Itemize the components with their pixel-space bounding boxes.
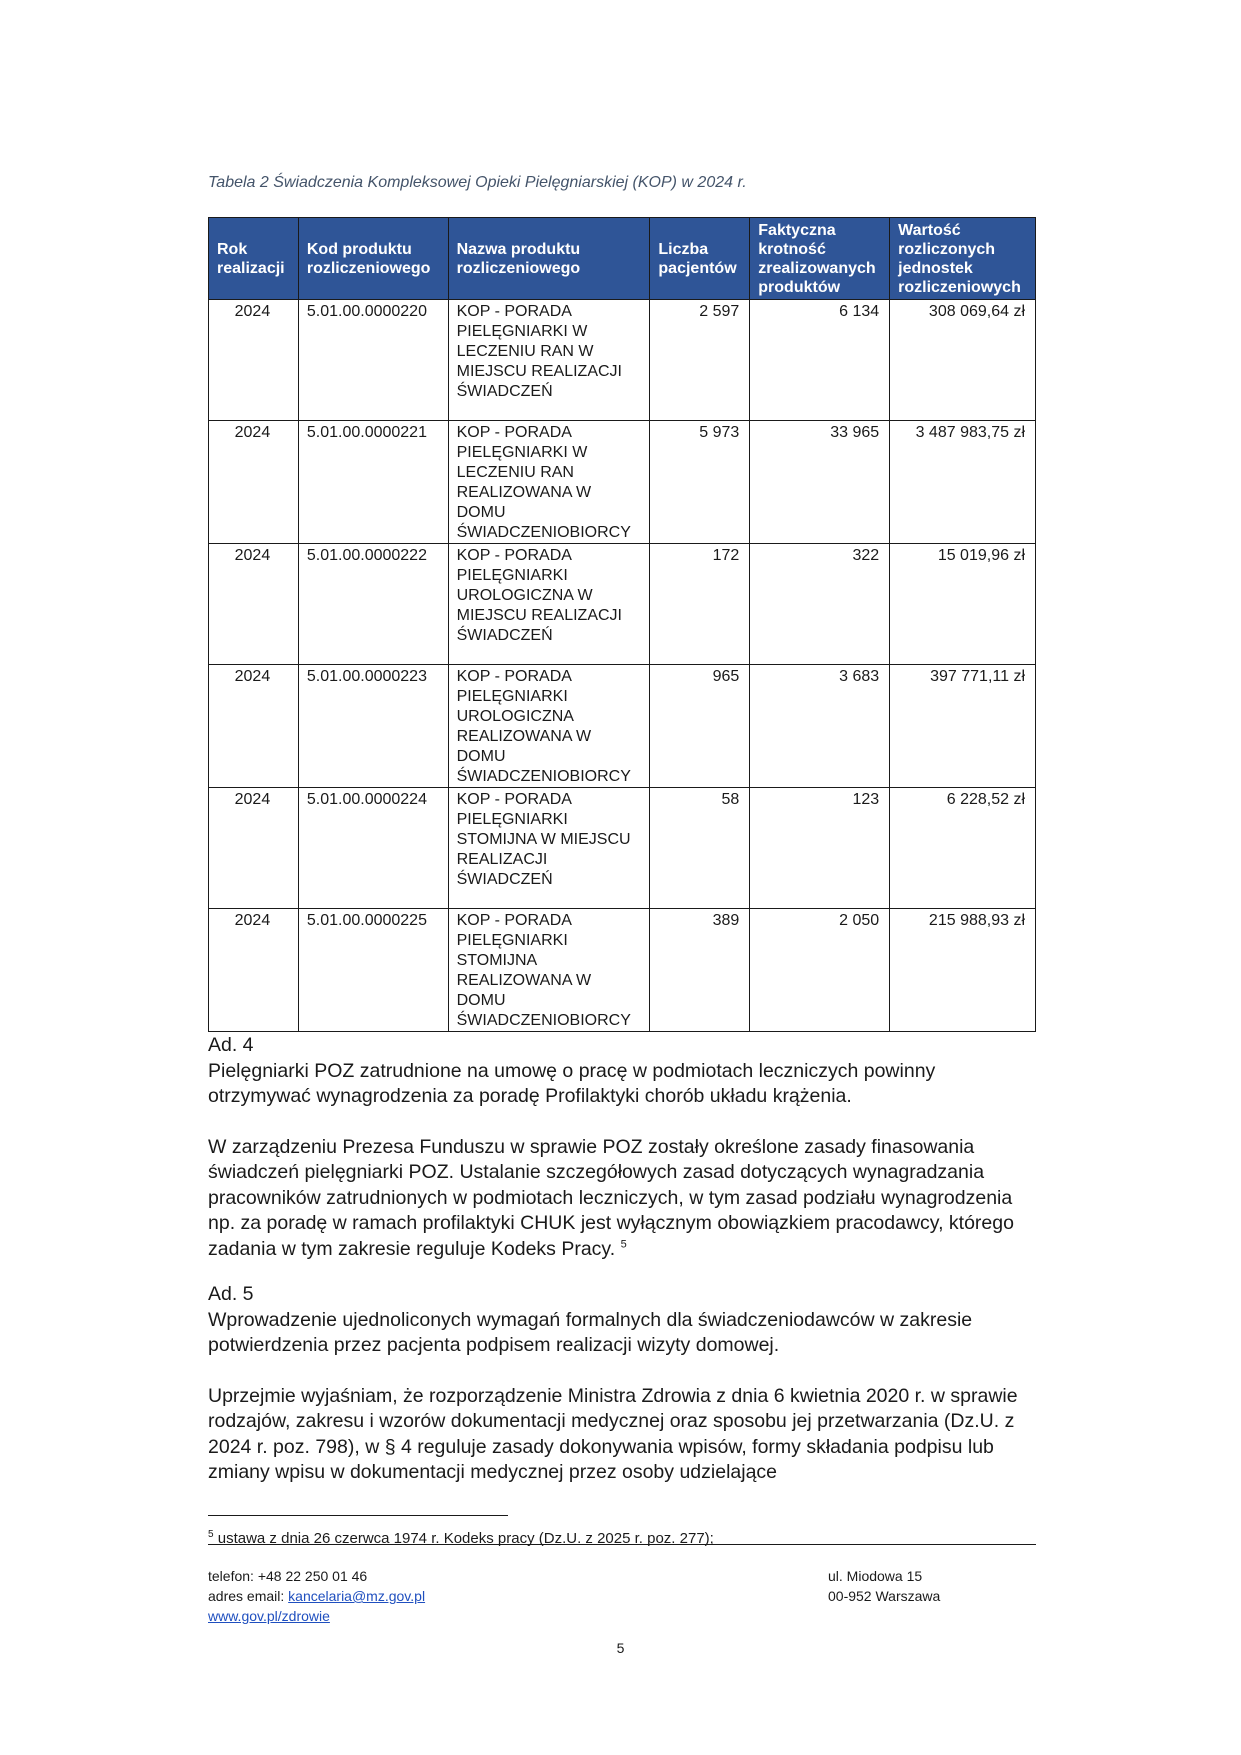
cell-krotnosc: 322 (750, 544, 890, 665)
cell-krotnosc: 33 965 (750, 421, 890, 544)
cell-kod: 5.01.00.0000221 (298, 421, 448, 544)
col-header-krotnosc: Faktyczna krotność zrealizowanych produktów (750, 218, 890, 300)
cell-rok: 2024 (209, 544, 299, 665)
table-row (209, 909, 1036, 1032)
cell-liczba: 5 973 (650, 421, 750, 544)
cell-kod: 5.01.00.0000222 (298, 544, 448, 665)
ad5-paragraph-1: Wprowadzenie ujednoliconych wymagań formalnych dla świadczeniodawców w zakresie potwierdzenia przez pacjenta podpisem realizacji wizyty domowej. (208, 1308, 973, 1356)
ad4-paragraph-2-text: W zarządzeniu Prezesa Funduszu w sprawie POZ zostały określone zasady finasowania świadczeń pielęgniarki POZ. Ustalanie szczegółowych zasad dotyczących wynagradzania pracowników zatrudnionych w podmiotach leczniczych, w tym zasad podziału wynagrodzenia np. za poradę w ramach profilaktyki CHUK jest wyłącznym obowiązkiem pracodawcy, którego zadania w tym zakresie reguluje Kodeks Pracy. (208, 1135, 1014, 1260)
section-ad5 (208, 1282, 1038, 1486)
cell-rok: 2024 (209, 665, 299, 788)
cell-nazwa: KOP - PORADA PIELĘGNIARKI W LECZENIU RAN W MIEJSCU REALIZACJI ŚWIADCZEŃ (448, 300, 650, 421)
cell-nazwa: KOP - PORADA PIELĘGNIARKI STOMIJNA W MIEJSCU REALIZACJI ŚWIADCZEŃ (448, 788, 650, 909)
cell-rok: 2024 (209, 909, 299, 1032)
ad5-heading: Ad. 5 (208, 1283, 254, 1305)
spacer (208, 1110, 1038, 1135)
footer-address (828, 1566, 940, 1606)
cell-krotnosc: 6 134 (750, 300, 890, 421)
footer-street: ul. Miodowa 15 (828, 1568, 923, 1584)
col-header-wartosc: Wartość rozliczonych jednostek rozliczeniowych (890, 218, 1036, 300)
kop-table (208, 217, 1036, 1032)
cell-rok: 2024 (209, 421, 299, 544)
table-header-row (209, 218, 1036, 300)
ad5-paragraph-2: Uprzejmie wyjaśniam, że rozporządzenie Ministra Zdrowia z dnia 6 kwietnia 2020 r. w sprawie rodzajów, zakresu i wzorów dokumentacji medycznej oraz sposobu jej przetwarzania (Dz.U. z 2024 r. poz. 798), w § 4 reguluje zasady dokonywania wpisów, formy składania podpisu lub zmiany wpisu w dokumentacji medycznej przez osoby udzielające (208, 1384, 1018, 1483)
website-link[interactable]: www.gov.pl/zdrowie (208, 1608, 330, 1624)
col-header-liczba: Liczba pacjentów (650, 218, 750, 300)
table-row (209, 665, 1036, 788)
cell-rok: 2024 (209, 300, 299, 421)
cell-wartosc: 3 487 983,75 zł (890, 421, 1036, 544)
col-header-rok: Rok realizacji (209, 218, 299, 300)
cell-krotnosc: 2 050 (750, 909, 890, 1032)
footnote-separator (208, 1515, 508, 1516)
cell-nazwa: KOP - PORADA PIELĘGNIARKI UROLOGICZNA REALIZOWANA W DOMU ŚWIADCZENIOBIORCY (448, 665, 650, 788)
table-row (209, 788, 1036, 909)
cell-nazwa: KOP - PORADA PIELĘGNIARKI W LECZENIU RAN REALIZOWANA W DOMU ŚWIADCZENIOBIORCY (448, 421, 650, 544)
table-row (209, 300, 1036, 421)
footnote-text: ustawa z dnia 26 czerwca 1974 r. Kodeks pracy (Dz.U. z 2025 r. poz. 277); (217, 1530, 714, 1547)
ad4-paragraph-2 (208, 1135, 1038, 1263)
footer-divider (208, 1544, 1036, 1545)
cell-nazwa: KOP - PORADA PIELĘGNIARKI UROLOGICZNA W MIEJSCU REALIZACJI ŚWIADCZEŃ (448, 544, 650, 665)
cell-krotnosc: 3 683 (750, 665, 890, 788)
cell-liczba: 2 597 (650, 300, 750, 421)
col-header-nazwa: Nazwa produktu rozliczeniowego (448, 218, 650, 300)
footer-phone: telefon: +48 22 250 01 46 (208, 1568, 368, 1584)
cell-wartosc: 15 019,96 zł (890, 544, 1036, 665)
ad4-paragraph-1: Pielęgniarki POZ zatrudnione na umowę o pracę w podmiotach leczniczych powinny otrzymywać wynagrodzenia za poradę Profilaktyki chorób układu krążenia. (208, 1059, 936, 1107)
cell-nazwa: KOP - PORADA PIELĘGNIARKI STOMIJNA REALIZOWANA W DOMU ŚWIADCZENIOBIORCY (448, 909, 650, 1032)
email-link[interactable]: kancelaria@mz.gov.pl (288, 1588, 426, 1604)
footnote-ref[interactable]: 5 (620, 1238, 627, 1250)
page-number: 5 (616, 1640, 625, 1656)
cell-kod: 5.01.00.0000225 (298, 909, 448, 1032)
cell-wartosc: 308 069,64 zł (890, 300, 1036, 421)
ad4-heading: Ad. 4 (208, 1034, 254, 1056)
footer-contact (208, 1566, 425, 1626)
footer-email-line (208, 1586, 425, 1606)
cell-wartosc: 6 228,52 zł (890, 788, 1036, 909)
section-ad4 (208, 1033, 1038, 1262)
cell-kod: 5.01.00.0000223 (298, 665, 448, 788)
cell-liczba: 389 (650, 909, 750, 1032)
table-row (209, 544, 1036, 665)
table-row (209, 421, 1036, 544)
cell-liczba: 965 (650, 665, 750, 788)
cell-liczba: 58 (650, 788, 750, 909)
cell-liczba: 172 (650, 544, 750, 665)
footer-email-label: adres email: (208, 1588, 289, 1604)
cell-kod: 5.01.00.0000220 (298, 300, 448, 421)
footnote-number: 5 (208, 1529, 214, 1540)
table-caption: Tabela 2 Świadczenia Kompleksowej Opieki Pielęgniarskiej (KOP) w 2024 r. (208, 174, 747, 191)
cell-wartosc: 397 771,11 zł (890, 665, 1036, 788)
cell-wartosc: 215 988,93 zł (890, 909, 1036, 1032)
cell-krotnosc: 123 (750, 788, 890, 909)
spacer (208, 1359, 1038, 1384)
col-header-kod: Kod produktu rozliczeniowego (298, 218, 448, 300)
footer-city: 00-952 Warszawa (828, 1588, 941, 1604)
cell-rok: 2024 (209, 788, 299, 909)
cell-kod: 5.01.00.0000224 (298, 788, 448, 909)
